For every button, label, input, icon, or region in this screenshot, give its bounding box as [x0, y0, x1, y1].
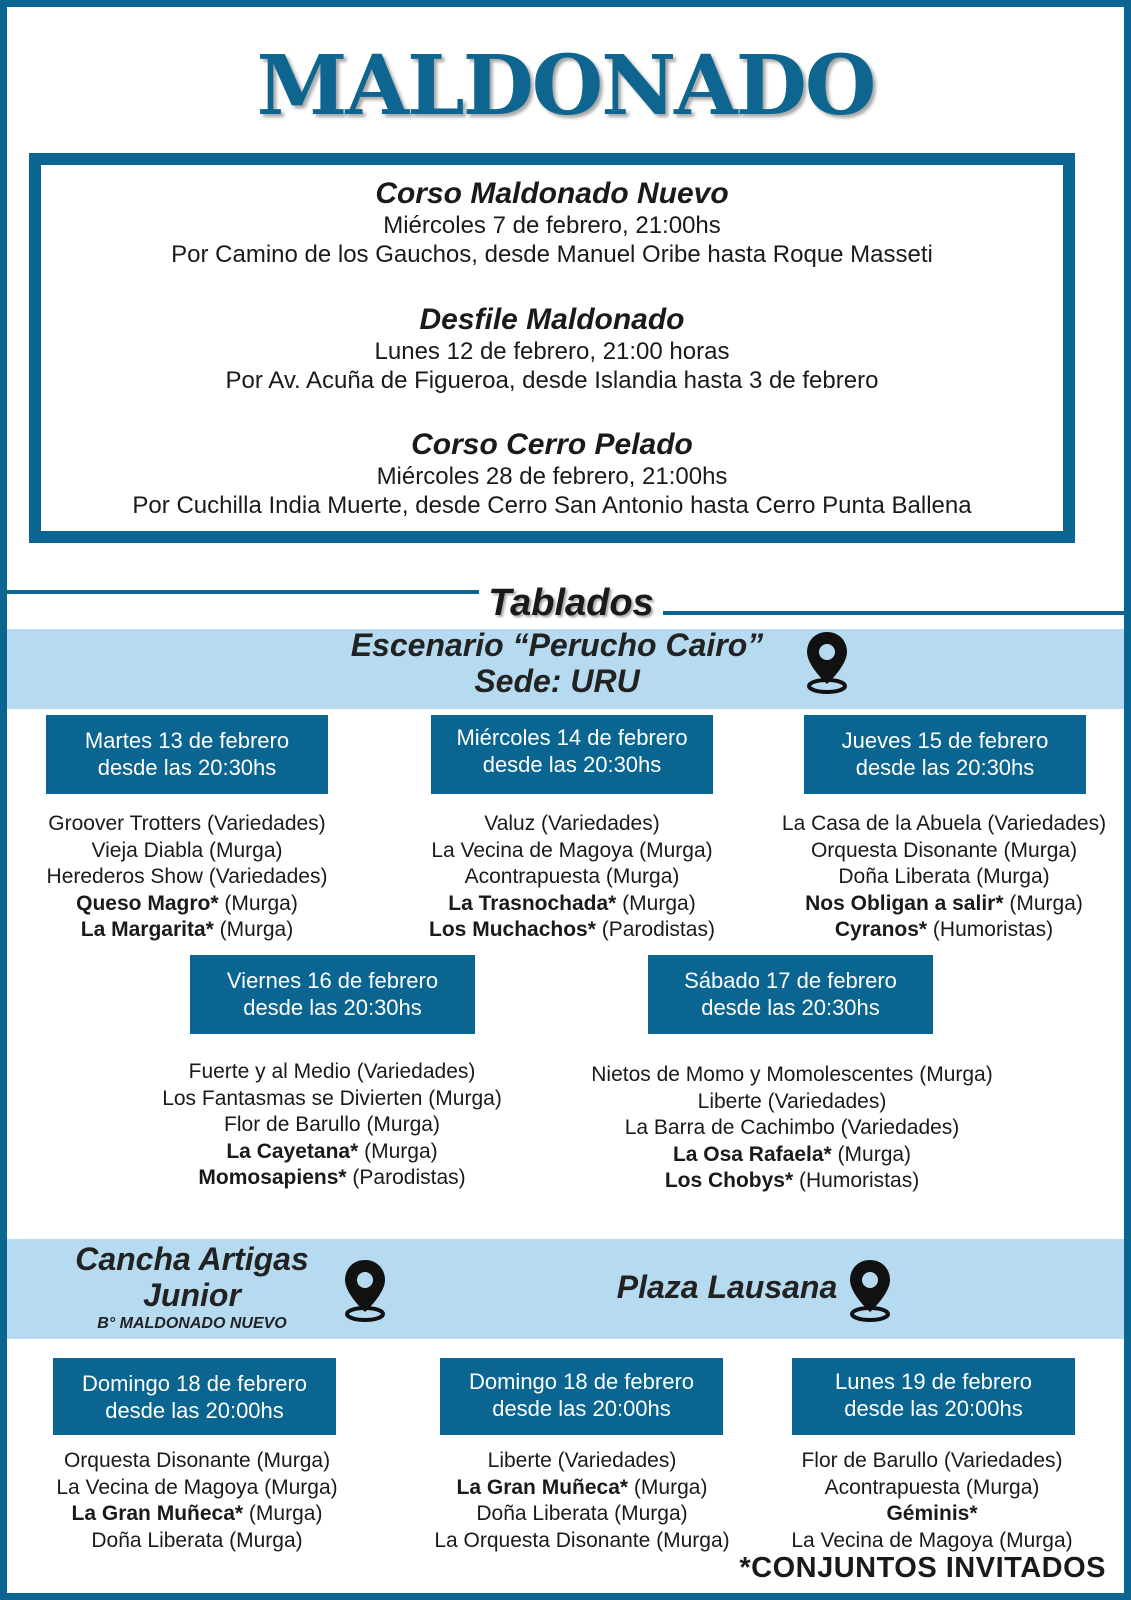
act-text: La Barra de Cachimbo (Variedades): [624, 1116, 960, 1139]
act-text: Doña Liberata (Murga): [91, 1528, 303, 1552]
act-item: [402, 1501, 762, 1528]
day-time: desde las 20:30hs: [482, 752, 662, 777]
act-item: [137, 1112, 527, 1139]
day-header: [190, 955, 475, 1034]
act-text: Orquesta Disonante (Murga): [63, 1449, 331, 1472]
act-item: [137, 1059, 527, 1086]
divider-line: [7, 590, 479, 594]
act-name-guest: Queso Magro*: [76, 891, 219, 915]
day-label: Viernes 16 de febrero: [226, 968, 439, 993]
act-text: La Vecina de Magoya (Murga): [431, 838, 713, 862]
act-item: [7, 917, 367, 944]
day-header: [792, 1358, 1075, 1435]
location-pin-icon: [340, 1257, 390, 1323]
act-text: (Murga): [218, 891, 298, 915]
act-item: [562, 1115, 1022, 1142]
act-item: [757, 811, 1131, 838]
act-text: Vieja Diabla (Murga): [91, 838, 283, 862]
day-label: Miércoles 14 de febrero: [456, 725, 688, 750]
acts-list: [392, 811, 752, 944]
acts-list: [402, 1448, 762, 1554]
act-item: [402, 1475, 762, 1502]
corso-item: [41, 428, 1063, 520]
act-item: [392, 811, 752, 838]
day-label: Sábado 17 de febrero: [684, 968, 897, 993]
act-text: Acontrapuesta (Murga): [824, 1475, 1040, 1499]
act-text: Doña Liberata (Murga): [476, 1502, 688, 1525]
act-item: [7, 838, 367, 865]
act-name-guest: La Cayetana*: [226, 1139, 359, 1163]
act-text: Doña Liberata (Murga): [838, 865, 1050, 888]
footnote-invited: *CONJUNTOS INVITADOS: [739, 1552, 1106, 1584]
corso-date: Lunes 12 de febrero, 21:00 horas: [374, 338, 730, 365]
act-item: [7, 811, 367, 838]
corso-name: Corso Cerro Pelado: [411, 428, 693, 461]
day-label: Lunes 19 de febrero: [835, 1369, 1032, 1394]
day-header: [53, 1358, 336, 1435]
corso-date: Miércoles 28 de febrero, 21:00hs: [376, 463, 728, 490]
act-item: [562, 1089, 1022, 1116]
corso-route: Por Av. Acuña de Figueroa, desde Islandia hasta 3 de febrero: [225, 367, 879, 394]
acts-list: [562, 1062, 1022, 1195]
location-pin-icon: [845, 1257, 895, 1323]
acts-list: [17, 1448, 377, 1554]
section-heading-tablados: Tablados: [488, 582, 654, 624]
act-text: Flor de Barullo (Variedades): [801, 1449, 1063, 1472]
corsos-box: [29, 153, 1075, 543]
corso-route: Por Camino de los Gauchos, desde Manuel Oribe hasta Roque Masseti: [171, 241, 933, 268]
act-text: La Orquesta Disonante (Murga): [434, 1528, 730, 1552]
page-title: MALDONADO: [256, 38, 875, 134]
corso-date: Miércoles 7 de febrero, 21:00hs: [383, 212, 721, 239]
act-item: [562, 1168, 1022, 1195]
act-item: [7, 891, 367, 918]
act-name-guest: Géminis*: [886, 1502, 978, 1525]
venue-sede: Sede: URU: [474, 663, 640, 699]
day-time: desde las 20:30hs: [243, 995, 422, 1020]
act-name-guest: La Margarita*: [80, 918, 214, 941]
day-time: desde las 20:30hs: [855, 755, 1035, 780]
act-name-guest: La Trasnochada*: [448, 891, 617, 915]
act-text: La Casa de la Abuela (Variedades): [781, 812, 1107, 835]
act-item: [752, 1475, 1112, 1502]
act-item: [17, 1528, 377, 1555]
act-text: Valuz (Variedades): [484, 812, 660, 835]
day-label: Domingo 18 de febrero: [81, 1371, 308, 1396]
act-name-guest: Los Chobys*: [664, 1169, 794, 1192]
venue-band-second: [7, 1239, 1131, 1339]
day-time: desde las 20:30hs: [701, 995, 880, 1020]
corso-route: Por Cuchilla India Muerte, desde Cerro San Antonio hasta Cerro Punta Ballena: [132, 492, 972, 519]
day-header: [648, 955, 933, 1034]
act-name-guest: La Gran Muñeca*: [456, 1475, 629, 1499]
act-name-guest: La Osa Rafaela*: [672, 1142, 832, 1166]
day-header: [804, 715, 1086, 794]
act-item: [392, 864, 752, 891]
venue-name-line2: Junior: [143, 1277, 241, 1313]
act-text: (Parodistas): [346, 1166, 466, 1189]
venue-name: Escenario “Perucho Cairo”: [350, 627, 764, 663]
act-text: (Murga): [831, 1142, 912, 1166]
act-text: (Parodistas): [595, 918, 715, 941]
venue-name: Plaza Lausana: [616, 1269, 838, 1305]
act-text: Liberte (Variedades): [697, 1089, 887, 1113]
act-item: [562, 1062, 1022, 1089]
act-item: [137, 1139, 527, 1166]
act-name-guest: Momosapiens*: [198, 1166, 347, 1189]
day-time: desde las 20:00hs: [105, 1398, 284, 1423]
venue-title-lausana: [607, 1269, 847, 1305]
act-item: [402, 1448, 762, 1475]
venue-band-uru: [7, 629, 1131, 709]
divider-line: [663, 611, 1131, 615]
day-header: [46, 715, 328, 794]
act-text: (Murga): [358, 1139, 438, 1163]
acts-list: [757, 811, 1131, 944]
day-label: Jueves 15 de febrero: [841, 728, 1049, 753]
act-text: Flor de Barullo (Murga): [224, 1113, 440, 1136]
acts-list: [7, 811, 367, 944]
act-text: (Murga): [213, 918, 294, 941]
act-text: (Murga): [1003, 891, 1083, 915]
act-text: Acontrapuesta (Murga): [464, 865, 680, 888]
act-text: Groover Trotters (Variedades): [48, 812, 326, 835]
day-time: desde las 20:30hs: [97, 755, 277, 780]
acts-list: [137, 1059, 527, 1192]
venue-neighborhood: B° MALDONADO NUEVO: [97, 1315, 287, 1332]
act-text: Los Fantasmas se Divierten (Murga): [162, 1086, 502, 1110]
act-item: [752, 1528, 1112, 1555]
act-text: (Humoristas): [793, 1169, 920, 1192]
act-text: Fuerte y al Medio (Variedades): [188, 1060, 476, 1083]
act-item: [757, 864, 1131, 891]
act-text: La Vecina de Magoya (Murga): [791, 1528, 1073, 1552]
act-text: Orquesta Disonante (Murga): [810, 838, 1078, 862]
day-header: [431, 715, 713, 794]
act-item: [392, 891, 752, 918]
corso-name: Desfile Maldonado: [419, 303, 685, 336]
act-text: La Vecina de Magoya (Murga): [56, 1475, 338, 1499]
act-item: [757, 891, 1131, 918]
day-time: desde las 20:00hs: [492, 1396, 671, 1421]
act-item: [17, 1501, 377, 1528]
corso-name: Corso Maldonado Nuevo: [375, 177, 729, 210]
act-item: [752, 1501, 1112, 1528]
act-item: [7, 864, 367, 891]
location-pin-icon: [802, 629, 852, 695]
act-item: [17, 1475, 377, 1502]
day-time: desde las 20:00hs: [844, 1396, 1023, 1421]
day-header: [440, 1358, 723, 1435]
act-item: [562, 1142, 1022, 1169]
act-item: [17, 1448, 377, 1475]
act-text: (Murga): [616, 891, 696, 915]
act-name-guest: La Gran Muñeca*: [71, 1502, 244, 1525]
act-item: [137, 1165, 527, 1192]
act-text: (Murga): [243, 1502, 323, 1525]
venue-title-uru: [307, 627, 807, 699]
day-label: Martes 13 de febrero: [84, 728, 290, 753]
act-text: Herederos Show (Variedades): [46, 865, 328, 888]
acts-list: [752, 1448, 1112, 1554]
act-text: (Murga): [628, 1475, 708, 1499]
act-item: [757, 917, 1131, 944]
act-text: (Humoristas): [927, 918, 1054, 941]
act-item: [137, 1086, 527, 1113]
venue-title-artigas: [62, 1241, 322, 1335]
act-text: Nietos de Momo y Momolescentes (Murga): [591, 1063, 993, 1086]
act-name-guest: Nos Obligan a salir*: [805, 891, 1004, 915]
act-item: [402, 1528, 762, 1555]
act-text: Liberte (Variedades): [487, 1449, 677, 1472]
act-item: [752, 1448, 1112, 1475]
corso-item: [41, 177, 1063, 269]
day-label: Domingo 18 de febrero: [468, 1369, 695, 1394]
act-item: [392, 917, 752, 944]
venue-name: Cancha Artigas: [75, 1241, 309, 1277]
act-item: [392, 838, 752, 865]
act-name-guest: Cyranos*: [834, 918, 928, 941]
corso-item: [41, 303, 1063, 395]
act-name-guest: Los Muchachos*: [429, 918, 596, 941]
act-item: [757, 838, 1131, 865]
